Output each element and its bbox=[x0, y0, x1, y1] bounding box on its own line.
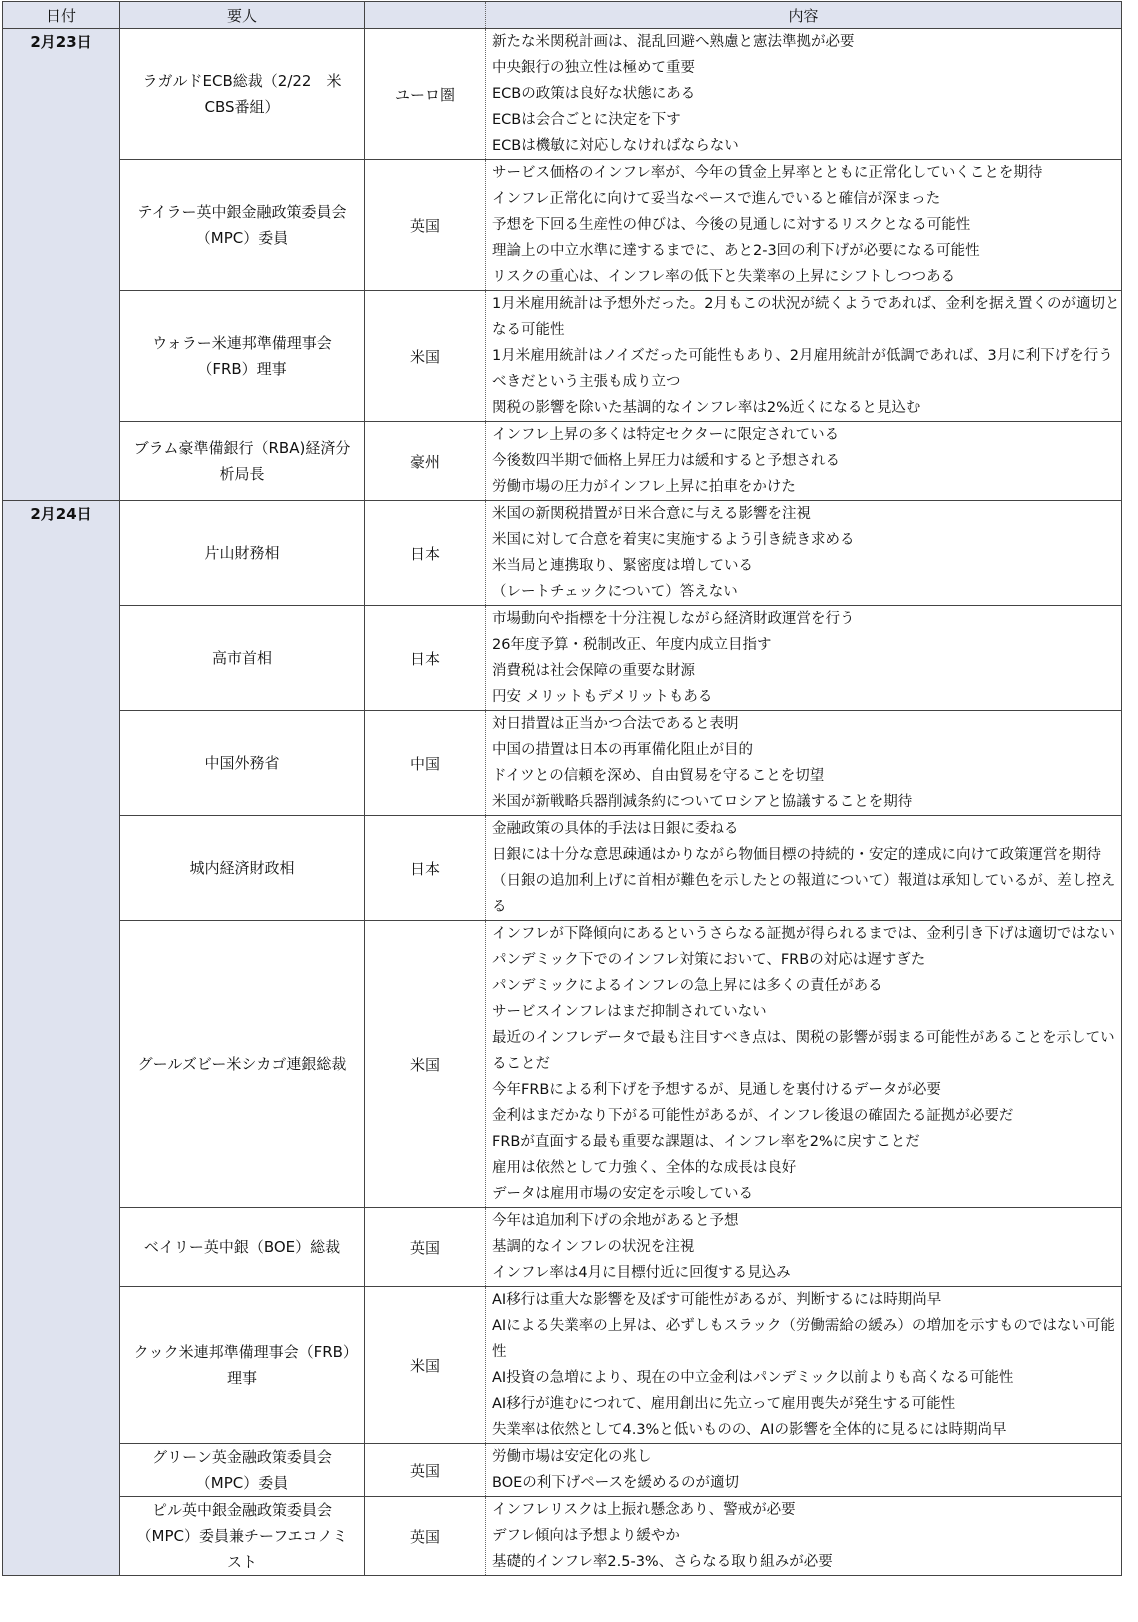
table-row bbox=[3, 606, 1122, 711]
table-row bbox=[3, 422, 1122, 501]
content-line: リスクの重心は、インフレ率の低下と失業率の上昇にシフトしつつある bbox=[492, 269, 956, 285]
region-cell: 中国 bbox=[365, 711, 486, 816]
region-cell: 英国 bbox=[365, 1497, 486, 1576]
content-cell bbox=[486, 606, 1122, 711]
content-cell bbox=[486, 291, 1122, 422]
content-line: 雇用は依然として力強く、全体的な成長は良好 bbox=[492, 1160, 797, 1176]
table-row bbox=[3, 291, 1122, 422]
content-line: データは雇用市場の安定を示唆している bbox=[492, 1186, 753, 1202]
region-cell: 日本 bbox=[365, 816, 486, 921]
content-cell bbox=[486, 1208, 1122, 1287]
region-cell: 英国 bbox=[365, 1208, 486, 1287]
date-cell: 2月24日 bbox=[3, 501, 120, 1576]
person-cell: グリーン英金融政策委員会（MPC）委員 bbox=[120, 1444, 365, 1497]
region-cell: ユーロ圏 bbox=[365, 29, 486, 160]
content-line: 関税の影響を除いた基調的なインフレ率は2%近くになると見込む bbox=[492, 400, 921, 416]
content-cell bbox=[486, 1497, 1122, 1576]
table-row bbox=[3, 711, 1122, 816]
content-line: 最近のインフレデータで最も注目すべき点は、関税の影響が弱まる可能性があることを示していることだ bbox=[492, 1030, 1115, 1072]
person-cell: ラガルドECB総裁（2/22 米CBS番組） bbox=[120, 29, 365, 160]
content-line: 日銀には十分な意思疎通はかりながら物価目標の持続的・安定的達成に向けて政策運営を期待 bbox=[492, 847, 1101, 863]
content-line: 中国の措置は日本の再軍備化阻止が目的 bbox=[492, 742, 753, 758]
content-line: 1月米雇用統計はノイズだった可能性もあり、2月雇用統計が低調であれば、3月に利下げを行うべきだという主張も成り立つ bbox=[492, 348, 1113, 390]
content-line: AI投資の急増により、現在の中立金利はパンデミック以前よりも高くなる可能性 bbox=[492, 1370, 1014, 1386]
content-line: インフレリスクは上振れ懸念あり、警戒が必要 bbox=[492, 1502, 796, 1518]
content-line: ドイツとの信頼を深め、自由貿易を守ることを切望 bbox=[492, 768, 825, 784]
content-line: 金融政策の具体的手法は日銀に委ねる bbox=[492, 821, 739, 837]
person-cell: クック米連邦準備理事会（FRB）理事 bbox=[120, 1287, 365, 1444]
region-cell: 英国 bbox=[365, 160, 486, 291]
content-line: （日銀の追加利上げに首相が難色を示したとの報道について）報道は承知しているが、差し控える bbox=[492, 873, 1116, 915]
person-cell: テイラー英中銀金融政策委員会（MPC）委員 bbox=[120, 160, 365, 291]
header-region bbox=[365, 2, 486, 29]
content-line: パンデミック下でのインフレ対策において、FRBの対応は遅すぎた bbox=[492, 952, 926, 968]
content-line: 基礎的インフレ率2.5-3%、さらなる取り組みが必要 bbox=[492, 1554, 833, 1570]
content-line: 労働市場は安定化の兆し bbox=[492, 1449, 652, 1465]
content-line: 基調的なインフレの状況を注視 bbox=[492, 1239, 695, 1255]
content-cell bbox=[486, 711, 1122, 816]
content-cell bbox=[486, 1444, 1122, 1497]
table-body bbox=[3, 29, 1122, 1576]
table-row bbox=[3, 1287, 1122, 1444]
person-cell: 城内経済財政相 bbox=[120, 816, 365, 921]
statements-table bbox=[2, 1, 1122, 1576]
region-cell: 豪州 bbox=[365, 422, 486, 501]
person-cell: 片山財務相 bbox=[120, 501, 365, 606]
content-line: インフレが下降傾向にあるというさらなる証拠が得られるまでは、金利引き下げは適切ではない bbox=[492, 926, 1115, 942]
header-person: 要人 bbox=[120, 2, 365, 29]
header-row bbox=[3, 2, 1122, 29]
content-line: 1月米雇用統計は予想外だった。2月もこの状況が続くようであれば、金利を据え置くのが適切となる可能性 bbox=[492, 296, 1120, 338]
content-line: ECBの政策は良好な状態にある bbox=[492, 86, 696, 102]
content-cell bbox=[486, 160, 1122, 291]
content-line: デフレ傾向は予想より緩やか bbox=[492, 1528, 680, 1544]
content-cell bbox=[486, 422, 1122, 501]
person-cell: グールズビー米シカゴ連銀総裁 bbox=[120, 921, 365, 1208]
content-line: 予想を下回る生産性の伸びは、今後の見通しに対するリスクとなる可能性 bbox=[492, 217, 971, 233]
table-row bbox=[3, 1444, 1122, 1497]
content-line: インフレ率は4月に目標付近に回復する見込み bbox=[492, 1265, 791, 1281]
header-content: 内容 bbox=[486, 2, 1122, 29]
content-cell bbox=[486, 501, 1122, 606]
table-row bbox=[3, 1497, 1122, 1576]
person-cell: 中国外務省 bbox=[120, 711, 365, 816]
region-cell: 日本 bbox=[365, 501, 486, 606]
content-line: AI移行が進むにつれて、雇用創出に先立って雇用喪失が発生する可能性 bbox=[492, 1396, 956, 1412]
person-cell: ベイリー英中銀（BOE）総裁 bbox=[120, 1208, 365, 1287]
content-line: 金利はまだかなり下がる可能性があるが、インフレ後退の確固たる証拠が必要だ bbox=[492, 1108, 1014, 1124]
region-cell: 米国 bbox=[365, 921, 486, 1208]
region-cell: 米国 bbox=[365, 1287, 486, 1444]
content-line: FRBが直面する最も重要な課題は、インフレ率を2%に戻すことだ bbox=[492, 1134, 920, 1150]
content-line: 米国が新戦略兵器削減条約についてロシアと協議することを期待 bbox=[492, 794, 913, 810]
content-line: パンデミックによるインフレの急上昇には多くの責任がある bbox=[492, 978, 883, 994]
content-cell bbox=[486, 816, 1122, 921]
content-cell bbox=[486, 1287, 1122, 1444]
content-line: 対日措置は正当かつ合法であると表明 bbox=[492, 716, 739, 732]
content-line: サービス価格のインフレ率が、今年の賃金上昇率とともに正常化していくことを期待 bbox=[492, 165, 1043, 181]
content-line: 消費税は社会保障の重要な財源 bbox=[492, 663, 695, 679]
content-line: ECBは会合ごとに決定を下す bbox=[492, 112, 681, 128]
content-cell bbox=[486, 921, 1122, 1208]
content-line: 米国の新関税措置が日米合意に与える影響を注視 bbox=[492, 506, 811, 522]
content-line: サービスインフレはまだ抑制されていない bbox=[492, 1004, 767, 1020]
content-cell bbox=[486, 29, 1122, 160]
region-cell: 米国 bbox=[365, 291, 486, 422]
content-line: 今年は追加利下げの余地があると予想 bbox=[492, 1213, 739, 1229]
content-line: AI移行は重大な影響を及ぼす可能性があるが、判断するには時期尚早 bbox=[492, 1292, 942, 1308]
content-line: 中央銀行の独立性は極めて重要 bbox=[492, 60, 695, 76]
person-cell: 高市首相 bbox=[120, 606, 365, 711]
content-line: 新たな米関税計画は、混乱回避へ熟慮と憲法準拠が必要 bbox=[492, 34, 855, 50]
content-line: 失業率は依然として4.3%と低いものの、AIの影響を全体的に見るには時期尚早 bbox=[492, 1422, 1007, 1438]
table-row bbox=[3, 816, 1122, 921]
person-cell: ピル英中銀金融政策委員会（MPC）委員兼チーフエコノミスト bbox=[120, 1497, 365, 1576]
content-line: インフレ正常化に向けて妥当なペースで進んでいると確信が深まった bbox=[492, 191, 941, 207]
content-line: インフレ上昇の多くは特定セクターに限定されている bbox=[492, 427, 840, 443]
content-line: 26年度予算・税制改正、年度内成立目指す bbox=[492, 637, 772, 653]
header-date: 日付 bbox=[3, 2, 120, 29]
table-row bbox=[3, 160, 1122, 291]
table-row bbox=[3, 501, 1122, 606]
table-row bbox=[3, 29, 1122, 160]
table-row bbox=[3, 921, 1122, 1208]
content-line: 市場動向や指標を十分注視しながら経済財政運営を行う bbox=[492, 611, 855, 627]
content-line: 米当局と連携取り、緊密度は増している bbox=[492, 558, 753, 574]
content-line: 円安 メリットもデメリットもある bbox=[492, 689, 713, 705]
region-cell: 英国 bbox=[365, 1444, 486, 1497]
content-line: 米国に対して合意を着実に実施するよう引き続き求める bbox=[492, 532, 855, 548]
content-line: 今年FRBによる利下げを予想するが、見通しを裏付けるデータが必要 bbox=[492, 1082, 941, 1098]
content-line: AIによる失業率の上昇は、必ずしもスラック（労働需給の緩み）の増加を示すものではない可能性 bbox=[492, 1318, 1115, 1360]
content-line: 今後数四半期で価格上昇圧力は緩和すると予想される bbox=[492, 453, 840, 469]
table-row bbox=[3, 1208, 1122, 1287]
person-cell: ウォラー米連邦準備理事会（FRB）理事 bbox=[120, 291, 365, 422]
content-line: ECBは機敏に対応しなければならない bbox=[492, 138, 739, 154]
person-cell: ブラム豪準備銀行（RBA)経済分析局長 bbox=[120, 422, 365, 501]
content-line: 理論上の中立水準に達するまでに、あと2-3回の利下げが必要になる可能性 bbox=[492, 243, 980, 259]
date-cell: 2月23日 bbox=[3, 29, 120, 501]
content-line: （レートチェックについて）答えない bbox=[492, 584, 738, 600]
region-cell: 日本 bbox=[365, 606, 486, 711]
content-line: BOEの利下げペースを緩めるのが適切 bbox=[492, 1475, 740, 1491]
content-line: 労働市場の圧力がインフレ上昇に拍車をかけた bbox=[492, 479, 796, 495]
